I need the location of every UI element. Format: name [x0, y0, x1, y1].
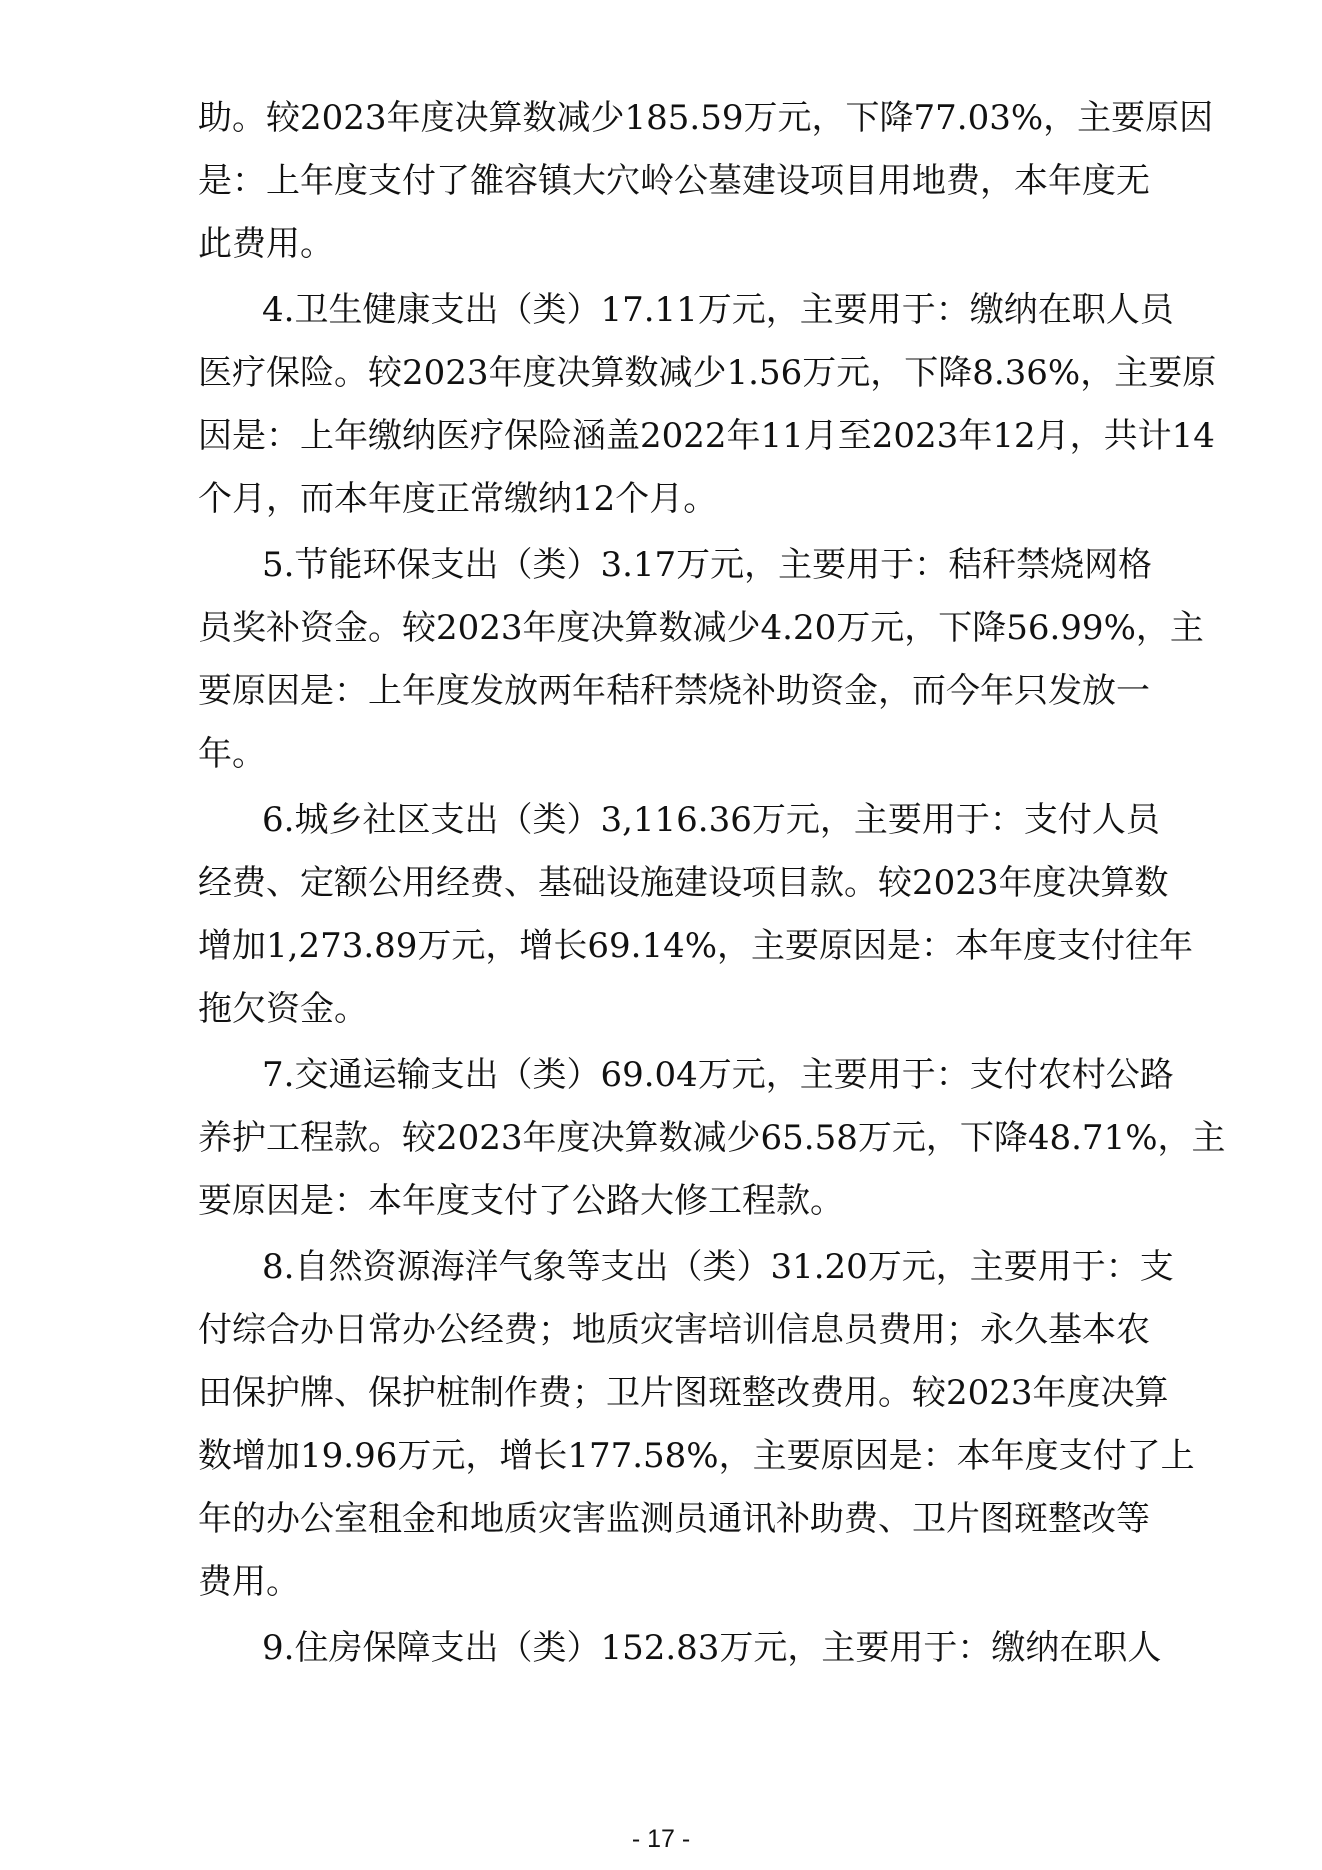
paragraph-4-first-line: 4.卫生健康支出（类）17.11万元，主要用于：缴纳在职人员	[262, 290, 1174, 330]
text-line: 数增加19.96万元，增长177.58%，主要原因是：本年度支付了上	[198, 1436, 1195, 1476]
paragraph-9-first-line: 9.住房保障支出（类）152.83万元，主要用于：缴纳在职人	[262, 1628, 1162, 1668]
text-line: 养护工程款。较2023年度决算数减少65.58万元，下降48.71%，主	[198, 1118, 1226, 1158]
text-line: 付综合办日常办公经费；地质灾害培训信息员费用；永久基本农	[198, 1310, 1150, 1350]
text-line: 拖欠资金。	[198, 989, 368, 1029]
paragraph-5-first-line: 5.节能环保支出（类）3.17万元，主要用于：秸秆禁烧网格	[262, 545, 1153, 585]
text-line: 要原因是：上年度发放两年秸秆禁烧补助资金，而今年只发放一	[198, 671, 1150, 711]
paragraph-7-first-line: 7.交通运输支出（类）69.04万元，主要用于：支付农村公路	[262, 1055, 1174, 1095]
text-line: 此费用。	[198, 224, 334, 264]
text-line: 经费、定额公用经费、基础设施建设项目款。较2023年度决算数	[198, 863, 1169, 903]
page-number: - 17 -	[631, 1825, 691, 1853]
text-line: 增加1,273.89万元，增长69.14%，主要原因是：本年度支付往年	[198, 926, 1194, 966]
text-line: 个月，而本年度正常缴纳12个月。	[198, 479, 718, 519]
text-line: 要原因是：本年度支付了公路大修工程款。	[198, 1181, 844, 1221]
text-line: 是：上年度支付了雒容镇大穴岭公墓建设项目用地费，本年度无	[198, 161, 1150, 201]
text-line: 年的办公室租金和地质灾害监测员通讯补助费、卫片图斑整改等	[198, 1499, 1150, 1539]
text-line: 助。较2023年度决算数减少185.59万元，下降77.03%，主要原因	[198, 98, 1214, 138]
paragraph-6-first-line: 6.城乡社区支出（类）3,116.36万元，主要用于：支付人员	[262, 800, 1160, 840]
text-line: 医疗保险。较2023年度决算数减少1.56万元，下降8.36%，主要原	[198, 353, 1217, 393]
text-line: 因是：上年缴纳医疗保险涵盖2022年11月至2023年12月，共计14	[198, 416, 1215, 456]
text-line: 员奖补资金。较2023年度决算数减少4.20万元，下降56.99%，主	[198, 608, 1204, 648]
text-line: 费用。	[198, 1562, 300, 1602]
paragraph-8-first-line: 8.自然资源海洋气象等支出（类）31.20万元，主要用于：支	[262, 1247, 1174, 1287]
text-line: 年。	[198, 734, 266, 774]
text-line: 田保护牌、保护桩制作费；卫片图斑整改费用。较2023年度决算	[198, 1373, 1169, 1413]
